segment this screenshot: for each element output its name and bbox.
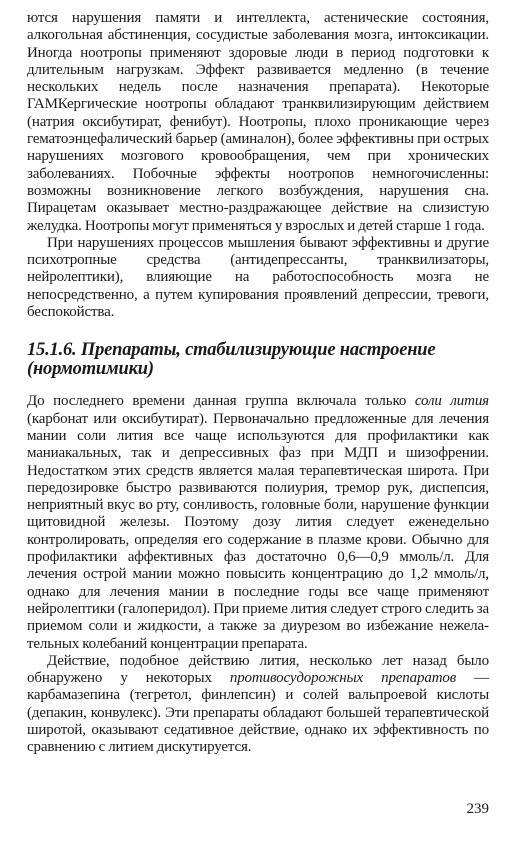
paragraph-lithium-text-start: До последнего времени данная группа включала только: [27, 393, 415, 410]
paragraph-other-psychotropics: При нарушениях процессов мышления бывают эффективны и другие психотропные средства (антидепрессанты, транквилизаторы, нейролептики), влияющие на работоспособность мозга не непосредственно, а путем купирования проявлений депрессии, тревоги, беспокойства.: [27, 234, 489, 321]
section-heading: 15.1.6. Препараты, стабилизирующие настроение (нормотимики): [27, 340, 436, 380]
paragraph-anticonvulsants-text-end: — карбамазепина (тегретол, финлепсин) и солей вальпроевой кислоты (депакин, конвулекс). Эти препараты обладают большей терапевтической широтой, оказывают седативное действие, однако их эффективность по сравнению с литием дискутируется.: [27, 670, 490, 756]
lithium-salts-term: соли лития: [414, 393, 489, 410]
paragraph-lithium-salts: [27, 393, 489, 652]
page-body: [27, 10, 489, 757]
paragraph-lithium-text-end: (карбонат или оксибутират). Первоначально предложенные для лечения мании соли лития все чаще используются для профилактики как маниакальных, так и депрессивных фаз при МДП и шизофрении. Недостатком этих средств является малая терапевтическая широта. При передозировке быстро развиваются полиурия, тремор рук, диспепсия, неприятный вкус во рту, сонливость, головные боли, нарушение функции щитовидной железы. Поэтому дозу лития следует еженедельно контролировать, определяя его содержание в плазме крови. Обычно для профилактики аффективных фаз достаточно 0,6—0,9 ммоль/л. Для лечения острой мании можно повысить концентрацию до 1,2 ммоль/л, однако для лечения мании в последние годы все чаще применяют нейролептики (галоперидол). При приеме лития следует строго следить за приемом соли и жидкости, а также за диурезом во избежание нежелательных колебаний концентрации препарата.: [27, 410, 489, 652]
paragraph-anticonvulsants-text-start: Действие, подобное действию лития, несколько лет назад было обнаружено у некоторых: [27, 652, 489, 687]
anticonvulsant-drugs-term: противосудорожных препаратов: [229, 670, 457, 687]
paragraph-anticonvulsants: [27, 653, 489, 757]
paragraph-nootropics-continued: ются нарушения памяти и интеллекта, астенические состояния, алкогольная абстиненция, сосудистые заболевания мозга, интоксикации. Иногда ноотропы применяют здоровые люди в период подготовки к длительным нагрузкам. Эффект развивается медленно (в течение нескольких недель после назначения препарата). Некоторые ГАМКергические ноотропы обладают транквилизирующим действием (натрия оксибутират, фенибут). Ноотропы, плохо проникающие через гематоэнцефалический барьер (аминалон), более эффективны при острых нарушениях мозгового кровообращения, чем при хронических заболеваниях. Побочные эффекты ноотропов немногочисленны: возможны возникновение легкого возбуждения, нарушения сна. Пирацетам оказывает местно-раздражающее действие на слизистую желудка. Ноотропы могут применяться у взрослых и детей старше 1 года.: [27, 10, 489, 234]
page-number: 239: [466, 801, 489, 817]
